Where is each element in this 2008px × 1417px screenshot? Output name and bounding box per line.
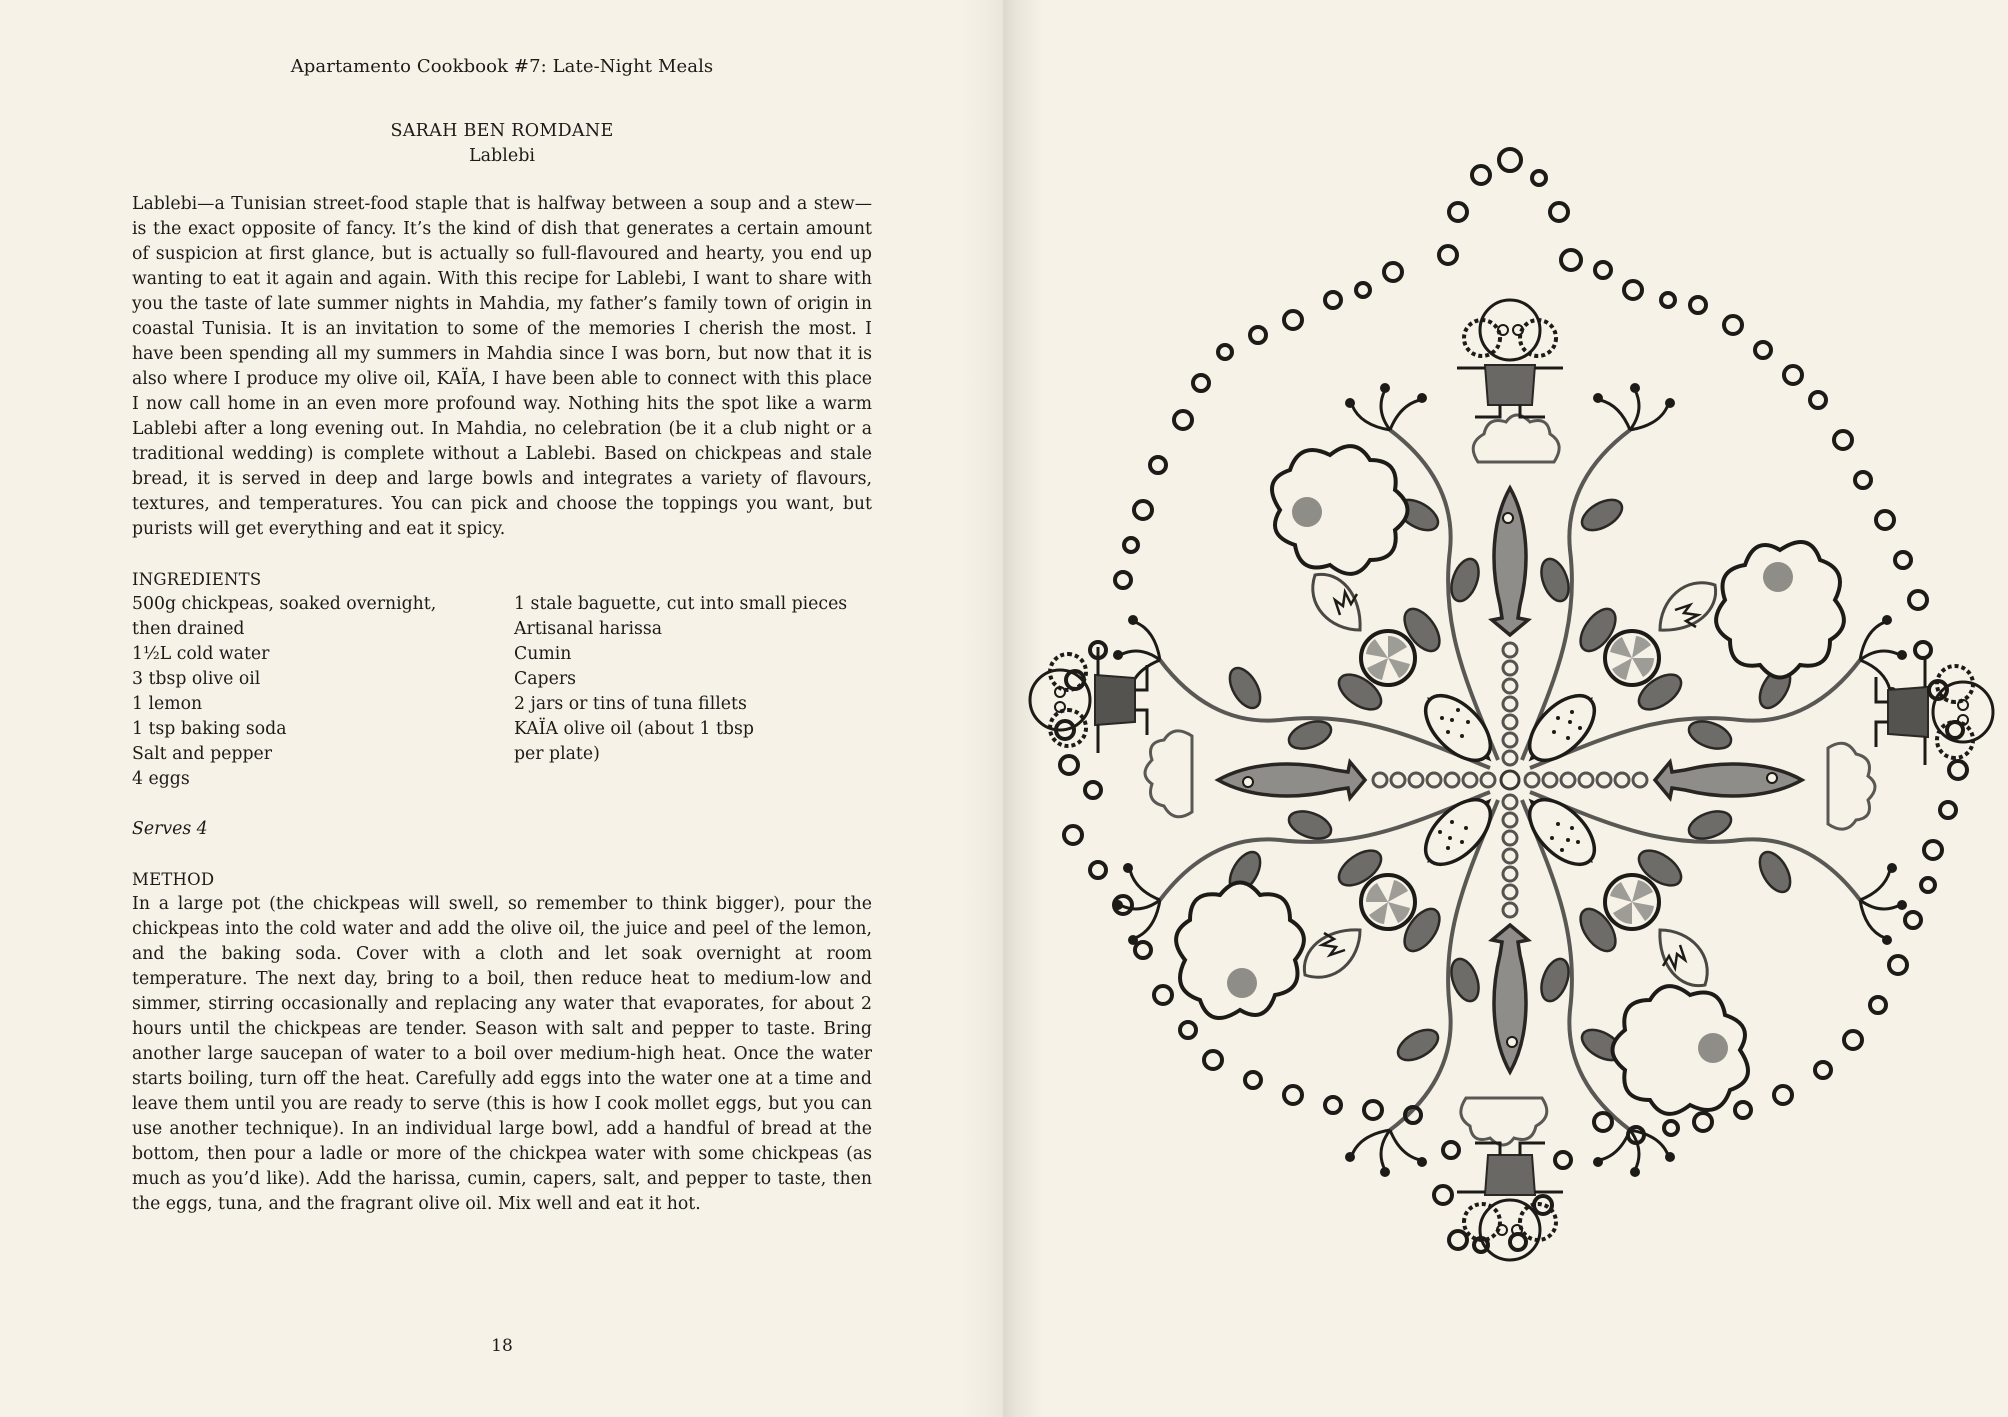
bubble-ring: [1056, 149, 1967, 1252]
ingredient-item: 2 jars or tins of tuna fillets: [514, 694, 747, 714]
figure-left: [1030, 647, 1147, 753]
recipe-title: Lablebi: [468, 146, 535, 166]
ingredient-item: Artisanal harissa: [514, 619, 663, 639]
ingredient-item: 1 stale baguette, cut into small pieces: [514, 594, 848, 614]
recipe-byline: [132, 119, 872, 169]
ingredient-item: 1 lemon: [132, 694, 203, 714]
ingredients-list: [132, 592, 872, 792]
figure-right: [1876, 659, 1993, 765]
ingredient-item: 4 eggs: [132, 769, 190, 789]
figure-top: [1457, 300, 1563, 417]
ingredient-item: Cumin: [514, 644, 572, 664]
ingredient-item: 500g chickpeas, soaked overnight,: [132, 594, 437, 614]
mandala-core: [1113, 383, 1907, 1177]
serves-note: Serves 4: [132, 819, 208, 839]
ingredient-item: Capers: [514, 669, 576, 689]
ingredients-column-left: [132, 592, 514, 792]
page-number: 18: [491, 1336, 513, 1356]
ingredient-item: 1½L cold water: [132, 644, 270, 664]
ingredients-heading: INGREDIENTS: [132, 570, 262, 589]
left-page: [0, 0, 1003, 1417]
ingredient-item: KAÏA olive oil (about 1 tbsp: [514, 719, 754, 739]
ingredient-item: 1 tsp baking soda: [132, 719, 287, 739]
running-head: Apartamento Cookbook #7: Late-Night Meals: [290, 56, 714, 77]
ingredients-column-right: [514, 592, 872, 792]
ingredient-item: per plate): [514, 744, 600, 764]
recipe-body: [132, 192, 872, 1217]
author-name: SARAH BEN ROMDANE: [390, 121, 614, 141]
mandala-illustration: [1003, 0, 2008, 1417]
intro-paragraph: Lablebi—a Tunisian street-food staple that is halfway between a soup and a stew—is the exact opposite of fancy. It’s the kind of dish that generates a certain amount of suspicion at first glance, but is actually so full-flavoured and hearty, you end up wanting to eat it again and again. With this recipe for Lablebi, I want to share with you the taste of late summer nights in Mahdia, my father’s family town of origin in coastal Tunisia. It is an invitation to some of the memories I cherish the most. I have been spending all my summers in Mahdia since I was born, but now that it is also where I produce my olive oil, KAÏA, I have been able to connect with this place I now call home in an even more profound way. Nothing hits the spot like a warm Lablebi after a long evening out. In Mahdia, no celebration (be it a club night or a traditional wedding) is complete without a Lablebi. Based on chickpeas and stale bread, it is served in deep and large bowls and integrates a variety of flavours, textures, and temperatures. You can pick and choose the toppings you want, but purists will get everything and eat it spicy.: [132, 194, 872, 539]
method-paragraph: In a large pot (the chickpeas will swell, so remember to think bigger), pour the chickpeas into the cold water and add the olive oil, the juice and peel of the lemon, and the baking soda. Cover with a cloth and let soak overnight at room temperature. The next day, bring to a boil, then reduce heat to medium-low and simmer, stirring occasionally and replacing any water that evaporates, for about 2 hours until the chickpeas are tender. Season with salt and pepper to taste. Bring another large saucepan of water to a boil over medium-high heat. Once the water starts boiling, turn off the heat. Carefully add eggs into the water one at a time and leave them until you are ready to serve (this is how I cook mollet eggs, but you can use another technique). In an individual large bowl, add a handful of bread at the bottom, then pour a ladle or more of the chickpea water with some chickpeas (as much as you’d like). Add the harissa, cumin, capers, salt, and pepper to taste, then the eggs, tuna, and the fragrant olive oil. Mix well and eat it hot.: [132, 894, 872, 1214]
ingredient-item: then drained: [132, 619, 245, 639]
ingredient-item: Salt and pepper: [132, 744, 272, 764]
gutter-shadow-left: [960, 0, 1003, 1417]
method-heading: METHOD: [132, 870, 215, 889]
ingredient-item: 3 tbsp olive oil: [132, 669, 261, 689]
